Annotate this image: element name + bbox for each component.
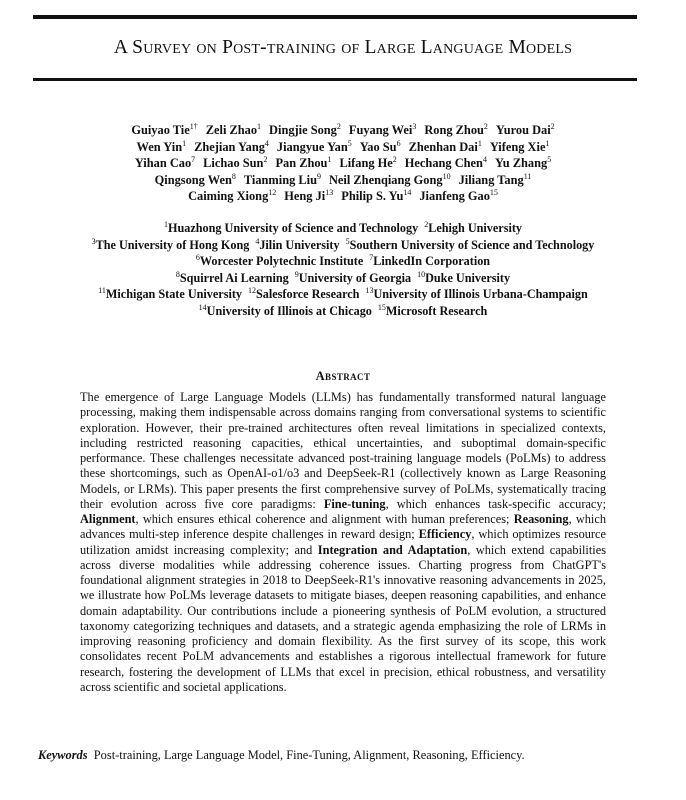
affiliation-name: Huazhong University of Science and Technology [168, 221, 419, 235]
affiliation-number: 6 [195, 252, 200, 262]
affiliation-number: 2 [424, 219, 429, 229]
affiliation-line [0, 253, 686, 270]
author-affiliation-mark: 11 [523, 171, 532, 181]
author-line [20, 155, 666, 172]
author-name: Dingjie Song$^2$ [269, 121, 341, 137]
author-affiliation-mark: 2 [392, 154, 397, 164]
abstract-emphasis: Efficiency [418, 527, 472, 542]
author-name: Jiangyue Yan$^5$ [276, 138, 352, 154]
abstract-emphasis: Integration and Adaptation [317, 542, 468, 557]
affiliation-name: University of Georgia [298, 270, 412, 285]
author-name: Guiyao Tie$^{1\dagger}$ [131, 121, 198, 137]
author-list [20, 122, 666, 205]
affiliation-name: LinkedIn Corporation [373, 254, 491, 268]
author-affiliation-mark: 4 [482, 154, 487, 164]
affiliation-number: 10 [417, 269, 426, 279]
affiliation-number: 12 [248, 285, 256, 295]
author-name: Zhenhan Dai$^1$ [408, 138, 482, 154]
author-name: Jianfeng Gao$^{15}$ [419, 187, 498, 203]
affiliation-name: Michigan State University [105, 287, 242, 301]
affiliation-name: Southern University of Science and Technology [349, 237, 595, 252]
affiliation-number: 3 [91, 236, 96, 246]
author-name: Yihan Cao$^7$ [134, 154, 196, 170]
affiliation-list [0, 220, 686, 319]
affiliation [199, 304, 372, 318]
author-affiliation-mark: 15 [489, 187, 498, 197]
author-affiliation-mark: 9 [316, 171, 321, 181]
author-affiliation-mark: 2 [550, 121, 555, 131]
keywords-line [38, 748, 658, 763]
author-name: Yifeng Xie$^1$ [489, 138, 550, 154]
affiliation-name: Lehigh University [428, 221, 522, 235]
affiliation-name: Duke University [425, 270, 511, 285]
author-name: Lifang He$^2$ [339, 154, 397, 170]
affiliation [92, 238, 250, 252]
author-name: Zeli Zhao$^1$ [205, 121, 262, 137]
affiliation [176, 271, 289, 285]
author-affiliation-mark: 13 [325, 187, 334, 197]
affiliation-line [0, 286, 686, 303]
author-affiliation-mark: 10 [442, 171, 451, 181]
abstract-emphasis: Alignment [80, 512, 136, 526]
author-name: Rong Zhou$^2$ [424, 121, 488, 137]
author-affiliation-mark: 6 [396, 138, 401, 148]
author-name: Lichao Sun$^2$ [203, 154, 268, 170]
author-affiliation-mark: 12 [268, 187, 277, 197]
author-affiliation-mark: 5 [347, 138, 352, 148]
affiliation [196, 254, 363, 268]
affiliation-number: 8 [175, 269, 180, 279]
affiliation [417, 271, 510, 285]
author-affiliation-mark: 1 [182, 138, 187, 148]
author-affiliation-mark: 2 [336, 121, 341, 131]
author-affiliation-mark: 1 [477, 138, 482, 148]
paper-title: A Survey on Post-training of Large Language Models [113, 37, 573, 58]
author-affiliation-mark: 1 [257, 121, 262, 131]
affiliation [365, 287, 587, 301]
affiliation [346, 238, 595, 252]
affiliation-line [0, 303, 686, 320]
author-name: Yao Su$^6$ [359, 138, 401, 154]
author-name: Heng Ji$^{13}$ [284, 187, 334, 203]
abstract-emphasis: Reasoning [513, 512, 569, 526]
affiliation-number: 9 [294, 269, 299, 279]
author-name: Jiliang Tang$^{11}$ [458, 171, 532, 187]
author-name: Zhejian Yang$^4$ [194, 138, 269, 154]
author-name: Tianming Liu$^9$ [243, 171, 321, 187]
author-affiliation-mark: 1 [545, 138, 550, 148]
author-name: Qingsong Wen$^8$ [154, 171, 236, 187]
abstract-text: The emergence of Large Language Models (LLMs) has fundamentally transformed natural language processing, making them indispensable across domains ranging from conversational systems to scientific exploration. However, their pre-trained architectures often reveal limitations in specialized contexts, including restricted reasoning capacities, ethical uncertainties, and suboptimal domain-specific performance. These challenges necessitate advanced post-training language models (PoLMs) to address these shortcomings, such as OpenAI-o1/o3 and DeepSeek-R1 (collectively known as Large Reasoning Models, or LRMs). This paper presents the first comprehensive survey of PoLMs, systematically tracing their evolution across five core paradigms: [80, 390, 606, 511]
affiliation [255, 238, 339, 252]
affiliation-name: University of Illinois Urbana-Champaign [373, 287, 588, 301]
keywords-text: Post-training, Large Language Model, Fine-Tuning, Alignment, Reasoning, Efficiency. [93, 748, 525, 762]
affiliation-number: 11 [98, 285, 106, 295]
affiliation-number: 7 [369, 252, 374, 262]
author-name: Hechang Chen$^4$ [404, 154, 487, 170]
abstract-emphasis: Fine-tuning [323, 496, 386, 511]
author-affiliation-mark: 1 [327, 154, 332, 164]
author-affiliation-mark: 3 [412, 121, 417, 131]
affiliation [98, 287, 242, 301]
author-name: Caiming Xiong$^{12}$ [188, 187, 277, 203]
affiliation-number: 1 [164, 219, 168, 229]
author-affiliation-mark: 2 [483, 121, 488, 131]
abstract-text: , which enhances task-specific accuracy; [385, 496, 607, 511]
affiliation-line [0, 270, 686, 287]
author-name: Yurou Dai$^2$ [495, 121, 555, 137]
affiliation [369, 254, 490, 268]
author-affiliation-mark: 8 [231, 171, 236, 181]
affiliation [248, 287, 359, 301]
affiliation [378, 304, 487, 318]
abstract-text: , which advances multi-step inference despite challenges in reward design; [80, 512, 607, 542]
author-name: Wen Yin$^1$ [136, 138, 187, 154]
affiliation-name: The University of Hong Kong [95, 237, 250, 252]
affiliation-number: 14 [198, 302, 207, 312]
author-affiliation-mark: 2 [263, 154, 268, 164]
author-line [20, 188, 666, 205]
author-affiliation-mark: 14 [403, 187, 412, 197]
abstract-text: , which extend capabilities across diverse modalities while addressing coherence issues. Charting progress from ChatGPT's foundational alignment strategies in 2018 to DeepSeek-R1's innovative reasoning advancements in 2025, we illustrate how PoLMs leverage datasets to mitigate biases, deepen reasoning capabilities, and enhance domain adaptability. Our contributions include a pioneering synthesis of PoLM evolution, a structured taxonomy categorizing techniques and datasets, and a strategic agenda emphasizing the role of LRMs in improving reasoning proficiency and domain flexibility. As the first survey of its scope, this work consolidates recent PoLM advancements and establishes a rigorous intellectual framework for future research, fostering the development of LLMs that excel in precision, ethical robustness, and versatility across scientific and societal applications. [80, 542, 607, 694]
author-line [20, 172, 666, 189]
author-name: Philip S. Yu$^{14}$ [341, 187, 412, 203]
affiliation-name: Microsoft Research [385, 303, 488, 318]
affiliation-name: University of Illinois at Chicago [206, 303, 372, 318]
abstract-text: , which optimizes resource utilization amidst increasing complexity; and [80, 527, 606, 557]
affiliation-number: 13 [365, 285, 374, 295]
affiliation [295, 271, 411, 285]
abstract-heading: Abstract [315, 369, 371, 383]
affiliation-number: 5 [345, 236, 350, 246]
author-name: Fuyang Wei$^3$ [348, 121, 417, 137]
affiliation-name: Worcester Polytechnic Institute [199, 254, 364, 268]
title-bottom-rule [33, 78, 637, 81]
author-affiliation-mark: 7 [191, 154, 196, 164]
author-name: Neil Zhenqiang Gong$^{10}$ [328, 171, 451, 187]
abstract-body [80, 390, 606, 695]
affiliation-name: Salesforce Research [256, 287, 360, 301]
author-name: Pan Zhou$^1$ [275, 154, 332, 170]
top-rule [33, 15, 637, 19]
author-affiliation-mark: 5 [547, 154, 552, 164]
affiliation-name: Squirrel Ai Learning [179, 270, 289, 285]
keywords-label: Keywords [38, 748, 88, 762]
affiliation-number: 4 [255, 236, 260, 246]
affiliation-line [0, 220, 686, 237]
author-name: Yu Zhang$^5$ [494, 154, 552, 170]
abstract-text: , which ensures ethical coherence and alignment with human preferences; [135, 512, 514, 526]
affiliation-number: 15 [377, 302, 386, 312]
affiliation-name: Jilin University [259, 237, 340, 252]
author-line [20, 139, 666, 156]
affiliation-line [0, 237, 686, 254]
author-affiliation-mark: 1† [189, 121, 198, 131]
affiliation [164, 221, 418, 235]
author-line [20, 122, 666, 139]
affiliation [424, 221, 522, 235]
author-affiliation-mark: 4 [264, 138, 269, 148]
